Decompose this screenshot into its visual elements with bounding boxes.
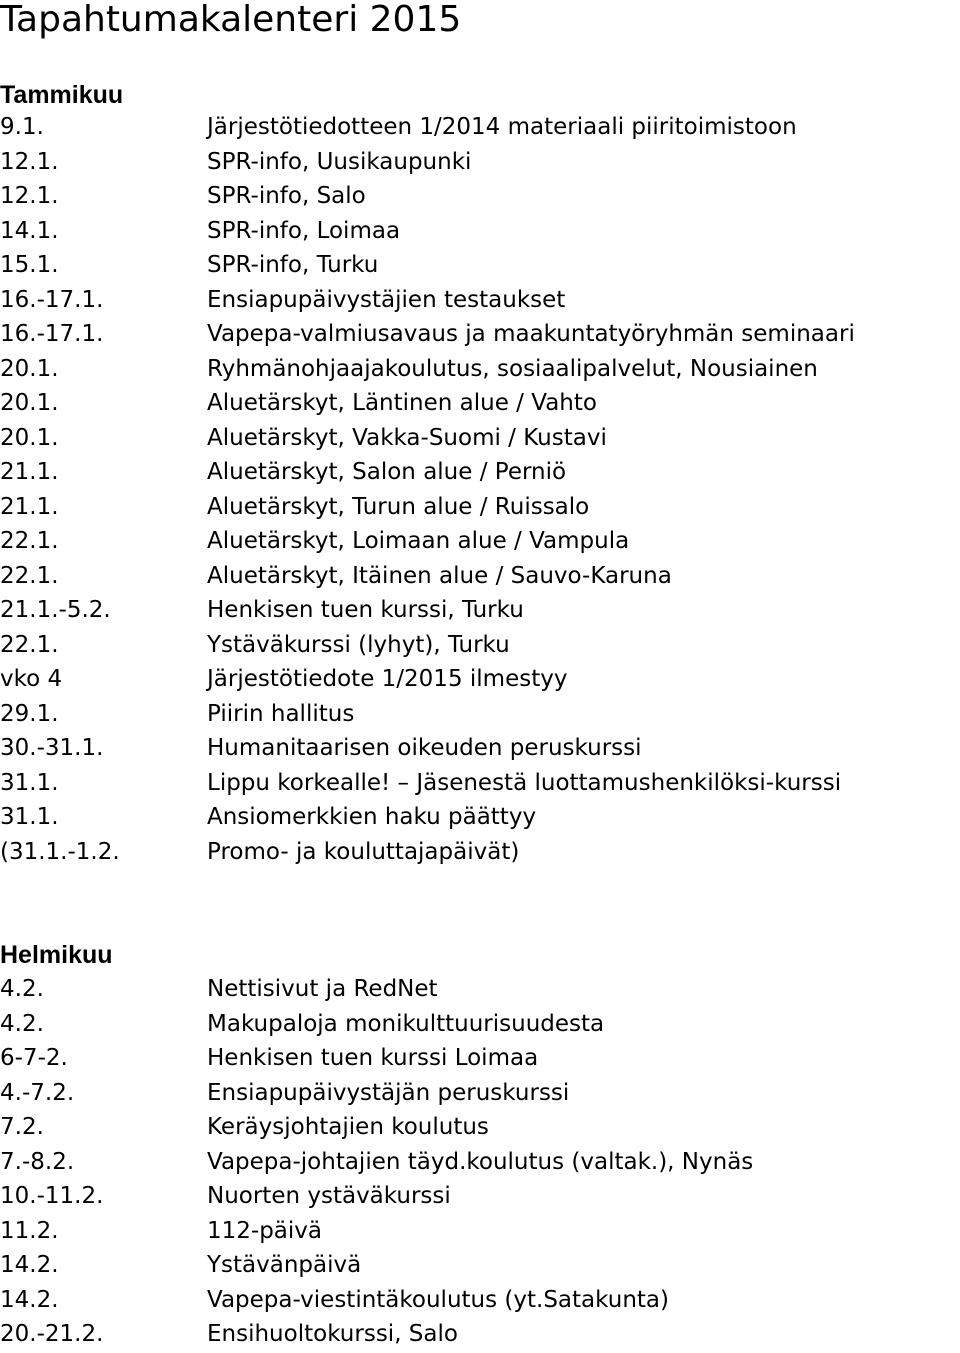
event-date: 29.1. <box>0 700 59 727</box>
event-title: Vapepa-valmiusavaus ja maakuntatyöryhmän seminaari <box>207 321 855 347</box>
event-title: Lippu korkealle! – Jäsenestä luottamushenkilöksi-kurssi <box>207 769 842 796</box>
event-date: 14.1. <box>0 217 59 244</box>
event-date: 16.-17.1. <box>0 286 104 313</box>
event-date: 21.1. <box>0 493 59 520</box>
event-title: SPR-info, Turku <box>207 252 379 278</box>
event-title: Henkisen tuen kurssi Loimaa <box>207 1045 539 1071</box>
event-title: Henkisen tuen kurssi, Turku <box>207 597 524 623</box>
event-title: Humanitaarisen oikeuden peruskurssi <box>207 735 642 761</box>
event-date: 12.1. <box>0 148 59 175</box>
event-date: 4.2. <box>0 1010 44 1037</box>
event-date: 14.2. <box>0 1252 59 1278</box>
month-heading-helmikuu: Helmikuu <box>0 941 113 969</box>
event-title: 112-päivä <box>207 1217 322 1244</box>
event-date: 22.1. <box>0 562 59 589</box>
event-title: Aluetärskyt, Loimaan alue / Vampula <box>207 528 630 554</box>
event-title: Nuorten ystäväkurssi <box>207 1183 451 1209</box>
event-title: Ensihuoltokurssi, Salo <box>207 1321 458 1347</box>
event-title: Piirin hallitus <box>207 700 355 727</box>
event-title: Ystävänpäivä <box>207 1252 362 1278</box>
event-title: Vapepa-viestintäkoulutus (yt.Satakunta) <box>207 1286 669 1313</box>
event-date: 12.1. <box>0 183 59 209</box>
event-date: 14.2. <box>0 1286 59 1313</box>
event-title: Vapepa-johtajien täyd.koulutus (valtak.), Nynäs <box>207 1148 754 1175</box>
event-date: vko 4 <box>0 666 63 692</box>
event-date: 4.2. <box>0 976 44 1002</box>
event-title: Järjestötiedotteen 1/2014 materiaali piiritoimistoon <box>207 114 797 140</box>
event-date: 21.1.-5.2. <box>0 597 111 623</box>
event-title: Makupaloja monikulttuurisuudesta <box>207 1010 605 1037</box>
event-date: 9.1. <box>0 114 44 140</box>
event-date: (31.1.-1.2. <box>0 838 120 865</box>
event-title: Nettisivut ja RedNet <box>207 976 438 1002</box>
event-title: Aluetärskyt, Turun alue / Ruissalo <box>207 493 590 520</box>
event-title: Keräysjohtajien koulutus <box>207 1114 489 1140</box>
event-date: 20.1. <box>0 355 59 382</box>
event-date: 20.1. <box>0 424 59 451</box>
event-title: Ansiomerkkien haku päättyy <box>207 804 537 830</box>
event-date: 31.1. <box>0 769 59 796</box>
event-date: 4.-7.2. <box>0 1079 75 1106</box>
event-title: Aluetärskyt, Läntinen alue / Vahto <box>207 390 597 416</box>
event-date: 10.-11.2. <box>0 1183 104 1209</box>
event-title: Promo- ja kouluttajapäivät) <box>207 838 520 865</box>
page-title: Tapahtumakalenteri 2015 <box>0 0 462 40</box>
event-date: 20.1. <box>0 390 59 416</box>
event-date: 22.1. <box>0 631 59 658</box>
event-date: 20.-21.2. <box>0 1321 104 1347</box>
event-date: 11.2. <box>0 1217 59 1244</box>
month-heading-tammikuu: Tammikuu <box>0 81 124 109</box>
event-date: 6-7-2. <box>0 1045 68 1071</box>
event-title: Aluetärskyt, Itäinen alue / Sauvo-Karuna <box>207 562 672 589</box>
event-title: Ystäväkurssi (lyhyt), Turku <box>207 631 510 658</box>
event-title: SPR-info, Loimaa <box>207 217 401 244</box>
event-title: SPR-info, Uusikaupunki <box>207 148 472 175</box>
event-date: 16.-17.1. <box>0 321 104 347</box>
event-date: 21.1. <box>0 459 59 485</box>
event-title: Ensiapupäivystäjien testaukset <box>207 286 566 313</box>
event-title: Järjestötiedote 1/2015 ilmestyy <box>207 666 568 692</box>
event-title: Ensiapupäivystäjän peruskurssi <box>207 1079 570 1106</box>
event-title: SPR-info, Salo <box>207 183 366 209</box>
event-date: 15.1. <box>0 252 59 278</box>
event-title: Aluetärskyt, Salon alue / Perniö <box>207 459 567 485</box>
event-title: Aluetärskyt, Vakka-Suomi / Kustavi <box>207 424 607 451</box>
event-date: 30.-31.1. <box>0 735 104 761</box>
event-date: 7.2. <box>0 1114 44 1140</box>
event-date: 31.1. <box>0 804 59 830</box>
event-title: Ryhmänohjaajakoulutus, sosiaalipalvelut, Nousiainen <box>207 355 818 382</box>
event-date: 22.1. <box>0 528 59 554</box>
event-date: 7.-8.2. <box>0 1148 75 1175</box>
